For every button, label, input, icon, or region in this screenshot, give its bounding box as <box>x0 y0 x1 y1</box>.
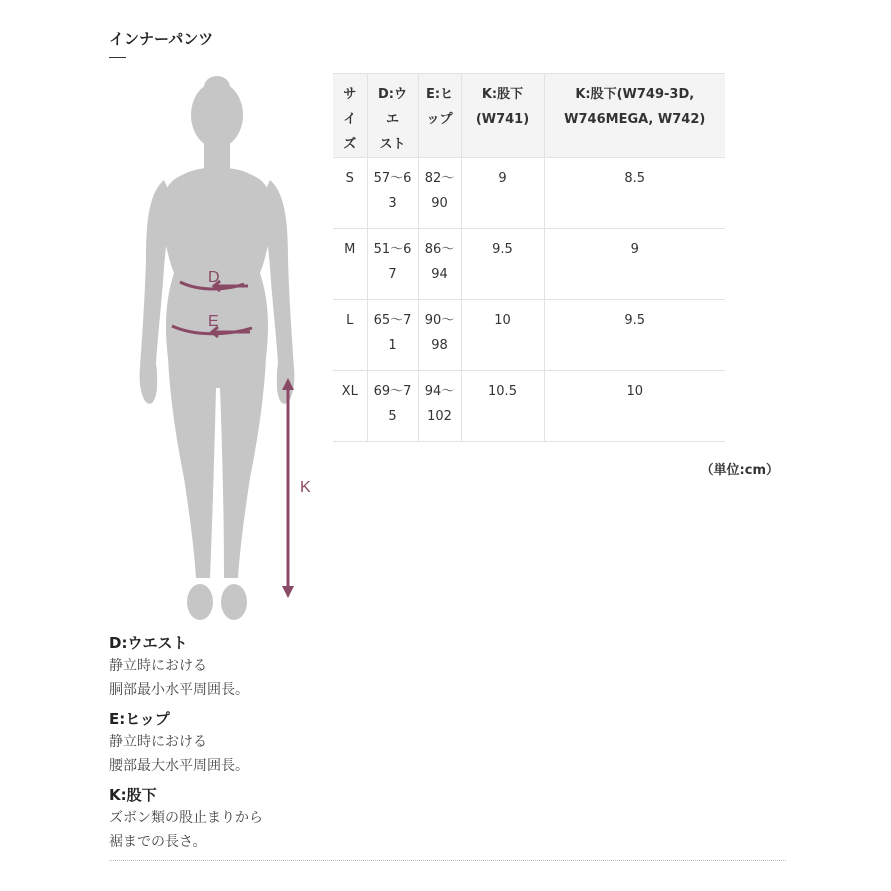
table-row <box>333 158 725 229</box>
legend-description: ズボン類の股止まりから <box>109 810 263 826</box>
legend-description: 腰部最大水平周囲長。 <box>109 758 249 774</box>
cell-size: M <box>333 229 367 300</box>
legend-title: D:ウエスト <box>109 634 188 652</box>
legend-title: E:ヒップ <box>109 710 170 728</box>
cell-inseam-w741: 10.5 <box>461 371 544 442</box>
legend-description: 裾までの長さ。 <box>109 834 207 850</box>
cell-hip: 94～ 102 <box>418 371 461 442</box>
cell-inseam-others: 9 <box>544 229 725 300</box>
cell-waist: 69～7 5 <box>367 371 418 442</box>
header-waist: D:ウエ スト <box>367 74 418 158</box>
table-row <box>333 229 725 300</box>
legend-description: 胴部最小水平周囲長。 <box>109 682 249 698</box>
header-inseam-w741: K:股下 (W741) <box>461 74 544 158</box>
cell-waist: 65～7 1 <box>367 300 418 371</box>
bottom-divider <box>109 860 786 861</box>
cell-size: XL <box>333 371 367 442</box>
legend-item-waist <box>109 632 349 702</box>
cell-hip: 82～ 90 <box>418 158 461 229</box>
body-silhouette <box>140 76 295 620</box>
legend-item-inseam <box>109 784 349 854</box>
cell-inseam-w741: 9 <box>461 158 544 229</box>
cell-hip: 86～ 94 <box>418 229 461 300</box>
header-hip: E:ヒ ップ <box>418 74 461 158</box>
legend-description: 静立時における <box>109 658 207 674</box>
cell-size: L <box>333 300 367 371</box>
cell-inseam-others: 10 <box>544 371 725 442</box>
label-k: K <box>300 479 311 496</box>
size-table-header-row <box>333 74 725 158</box>
inseam-arrow <box>282 378 294 598</box>
cell-waist: 51～6 7 <box>367 229 418 300</box>
table-row <box>333 300 725 371</box>
header-size: サイ ズ <box>333 74 367 158</box>
table-row <box>333 371 725 442</box>
legend-item-hip <box>109 708 349 778</box>
cell-waist: 57～6 3 <box>367 158 418 229</box>
label-e: E <box>208 313 219 330</box>
unit-note: （単位:cm） <box>700 463 779 478</box>
size-table <box>333 73 725 442</box>
cell-inseam-w741: 9.5 <box>461 229 544 300</box>
cell-hip: 90～ 98 <box>418 300 461 371</box>
body-measurement-figure <box>120 68 320 628</box>
cell-inseam-others: 8.5 <box>544 158 725 229</box>
cell-size: S <box>333 158 367 229</box>
legend-description: 静立時における <box>109 734 207 750</box>
measurement-legend <box>109 632 349 860</box>
label-d: D <box>208 269 220 286</box>
legend-title: K:股下 <box>109 786 157 804</box>
title-underline <box>109 57 126 58</box>
section-title: インナーパンツ <box>109 30 214 48</box>
cell-inseam-w741: 10 <box>461 300 544 371</box>
cell-inseam-others: 9.5 <box>544 300 725 371</box>
header-inseam-others: K:股下(W749-3D, W746MEGA, W742) <box>544 74 725 158</box>
